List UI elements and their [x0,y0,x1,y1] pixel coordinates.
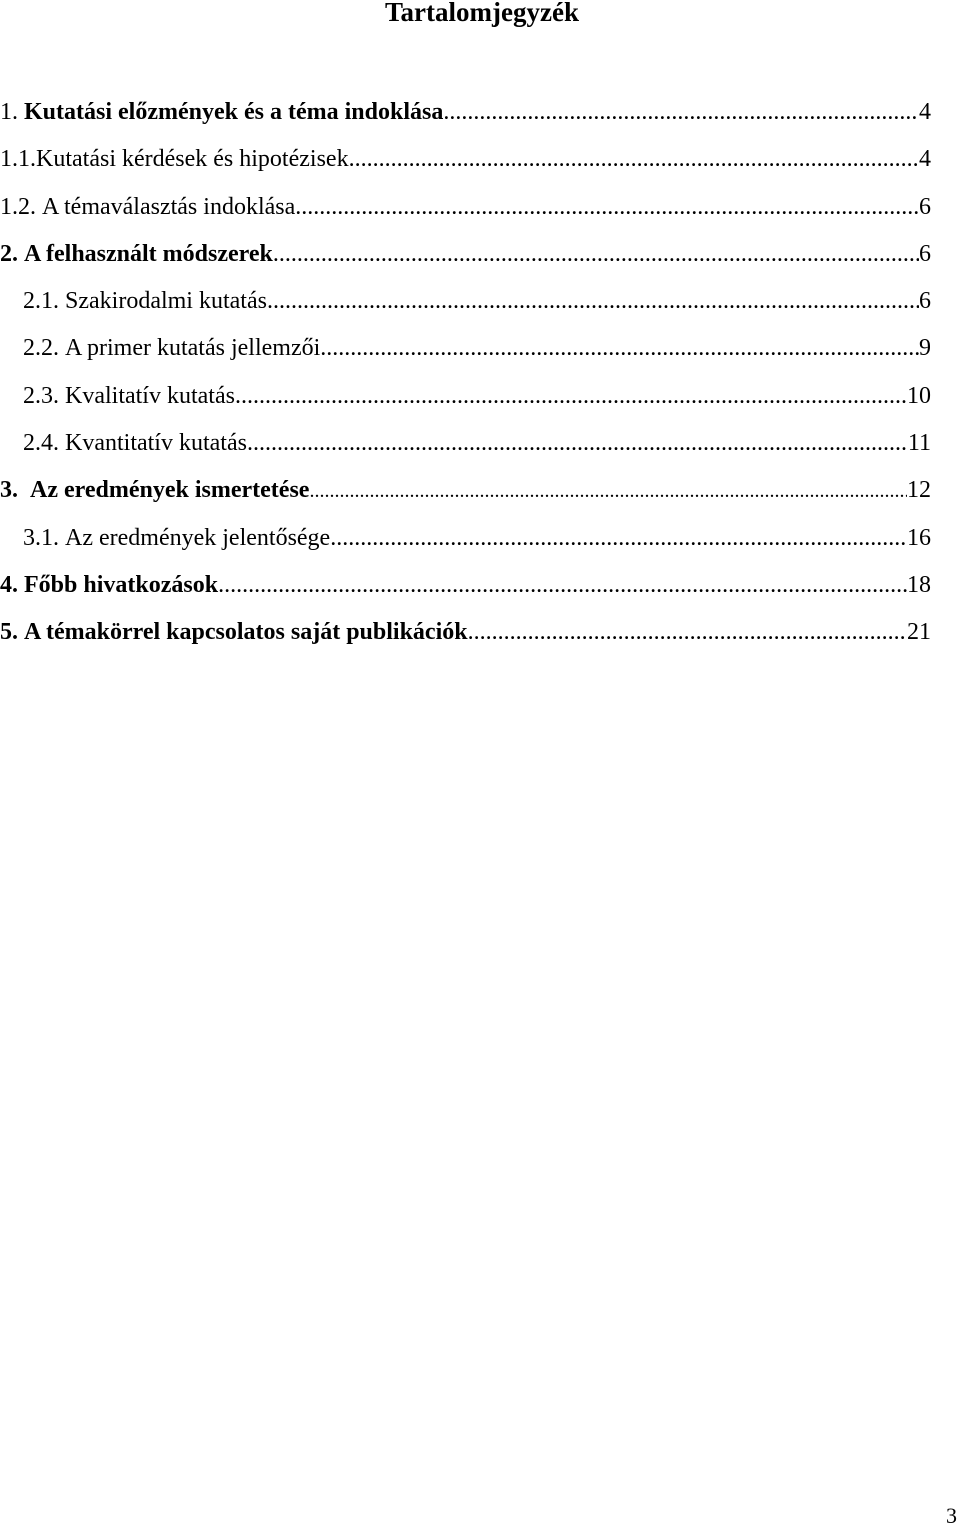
toc-entry-page: 4 [919,146,931,173]
table-of-contents [0,94,931,662]
toc-entry-2-3[interactable] [0,378,931,425]
toc-entry-3-1[interactable] [0,520,931,567]
toc-dot-leader [218,567,907,603]
toc-dot-leader [267,283,919,319]
toc-entry-number: 1.1. [0,146,36,173]
toc-entry-page: 21 [907,619,931,646]
toc-dot-leader [235,378,907,414]
toc-entry-number: 2. [0,240,18,267]
toc-dot-leader [349,141,919,177]
toc-entry-title: Kutatási előzmények és a téma indoklása [24,99,444,125]
toc-entry-title: A témakörrel kapcsolatos saját publikációk [24,619,468,646]
toc-entry-title: A primer kutatás jellemzői [65,335,321,362]
toc-dot-leader [295,189,919,225]
toc-entry-title: Kvalitatív kutatás [65,382,235,409]
toc-entry-title: Az eredmények jelentősége [65,524,331,551]
toc-entry-page: 9 [919,335,931,362]
toc-dot-leader [273,236,919,272]
toc-entry-page: 6 [919,288,931,315]
toc-entry-page: 6 [919,240,931,267]
toc-entry-title: A témaválasztás indoklása [42,193,296,220]
toc-entry-title: Kutatási kérdések és hipotézisek [36,146,349,173]
toc-dot-leader [468,614,907,650]
toc-dot-leader [320,330,919,366]
toc-entry-number: 1. [0,99,18,125]
toc-entry-title: Szakirodalmi kutatás [65,288,267,315]
toc-entry-title: Főbb hivatkozások [24,571,219,598]
toc-entry-2-2[interactable] [0,330,931,377]
toc-entry-1-2[interactable] [0,189,931,236]
toc-entry-1[interactable] [0,94,931,141]
toc-entry-number: 5. [0,619,18,646]
toc-entry-5[interactable] [0,614,931,661]
toc-entry-page: 6 [919,193,931,220]
toc-entry-title: A felhasznált módszerek [24,240,273,267]
toc-entry-1-1[interactable] [0,141,931,188]
toc-dot-leader [330,520,907,556]
toc-entry-number: 3.1. [23,524,59,551]
toc-dot-leader [309,473,907,509]
toc-entry-2[interactable] [0,236,931,283]
toc-entry-page: 4 [919,99,931,125]
toc-entry-number: 3. [0,477,18,504]
toc-entry-2-1[interactable] [0,283,931,330]
toc-dot-leader [247,425,908,461]
toc-entry-page: 10 [907,382,931,409]
toc-entry-title: Kvantitatív kutatás [65,430,247,457]
toc-entry-number: 2.3. [23,382,59,409]
toc-entry-2-4[interactable] [0,425,931,472]
toc-entry-page: 11 [907,430,931,457]
toc-entry-page: 18 [907,571,931,598]
toc-title: Tartalomjegyzék [385,0,579,27]
toc-entry-title: Az eredmények ismertetése [30,477,310,504]
toc-entry-page: 16 [907,524,931,551]
toc-dot-leader [443,94,919,130]
toc-entry-number: 2.2. [23,335,59,362]
toc-entry-4[interactable] [0,567,931,614]
toc-entry-number: 2.1. [23,288,59,315]
toc-entry-3[interactable] [0,472,931,519]
toc-entry-page: 12 [907,477,931,504]
page-number: 3 [946,1503,957,1528]
toc-entry-number: 2.4. [23,430,59,457]
toc-entry-number: 1.2. [0,193,36,220]
toc-entry-number: 4. [0,571,18,598]
